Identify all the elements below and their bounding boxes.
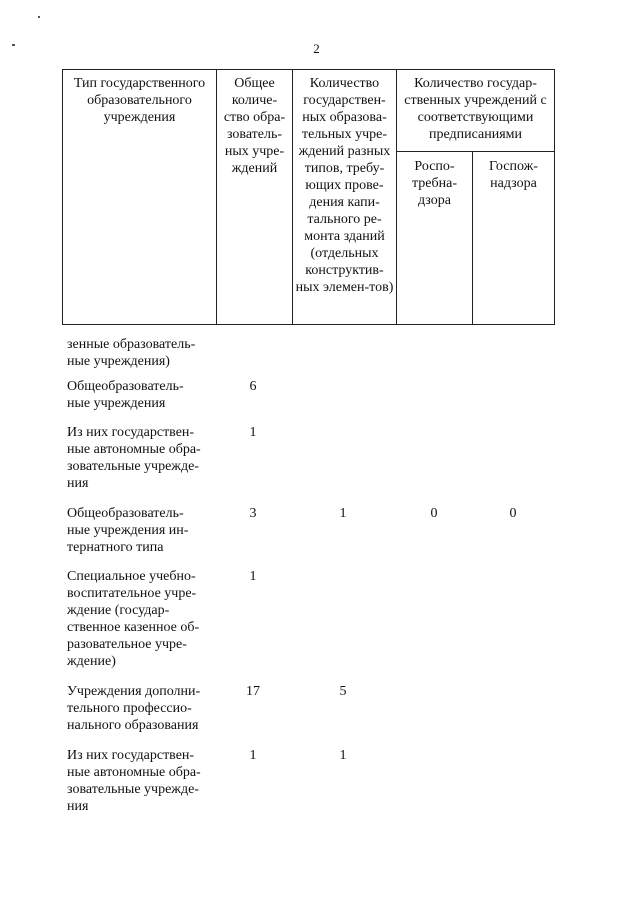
header-prescriptions-group-label: Количество государ-ственных учреждений с соответствующими предписаниями [404,76,547,142]
scan-speck [38,16,40,18]
row-gospozhnadzor-cell: 0 [509,506,517,521]
row-repair-cell: 1 [339,506,347,521]
row-total-cell: 1 [249,569,257,584]
scan-speck [12,44,15,46]
header-type-cell [62,69,217,325]
row-repair-cell: 1 [339,748,347,763]
header-rospotrebnadzor-label: Роспо-требна-дзора [412,159,457,208]
row-type-cell: Из них государствен- ные автономные обра- зовательные учрежде- ния [67,425,201,491]
row-total-cell: 1 [249,425,257,440]
row-total-cell: 6 [249,379,257,394]
row-repair-cell: 5 [339,684,347,699]
row-type-cell: Из них государствен- ные автономные обра- зовательные учрежде- ния [67,748,201,814]
header-type-label: Тип государственного образовательного учреждения [73,76,206,125]
row-total-cell: 3 [249,506,257,521]
header-repair-label: Количество государствен-ных образова-тельных учре-ждений разных типов, требу-ющих прове-дения капи-тального ре-монта зданий (отдельных конструктив-ных элемен-тов) [295,76,394,295]
page-number: 2 [313,41,320,56]
row-type-cell: зенные образователь- ные учреждения) [67,337,196,369]
header-gospozhnadzor-cell [472,151,555,325]
header-gospozhnadzor-label: Госпож-надзора [489,159,538,191]
row-type-cell: Общеобразователь- ные учреждения ин- тернатного типа [67,506,189,555]
row-total-cell: 17 [246,684,260,699]
header-repair-cell [292,69,397,325]
row-type-cell: Общеобразователь- ные учреждения [67,379,184,411]
row-total-cell: 1 [249,748,257,763]
header-total-label: Общее количе-ство обра-зователь-ных учре-ждений [223,76,286,176]
row-type-cell: Специальное учебно- воспитательное учре- ждение (государ- ственное казенное об- разовательное учре- ждение) [67,569,200,669]
row-rospotrebnadzor-cell: 0 [430,506,438,521]
header-rospotrebnadzor-cell [396,151,473,325]
header-total-cell [216,69,293,325]
header-prescriptions-group-cell [396,69,555,152]
row-type-cell: Учреждения дополни- тельного профессио- нального образования [67,684,201,733]
